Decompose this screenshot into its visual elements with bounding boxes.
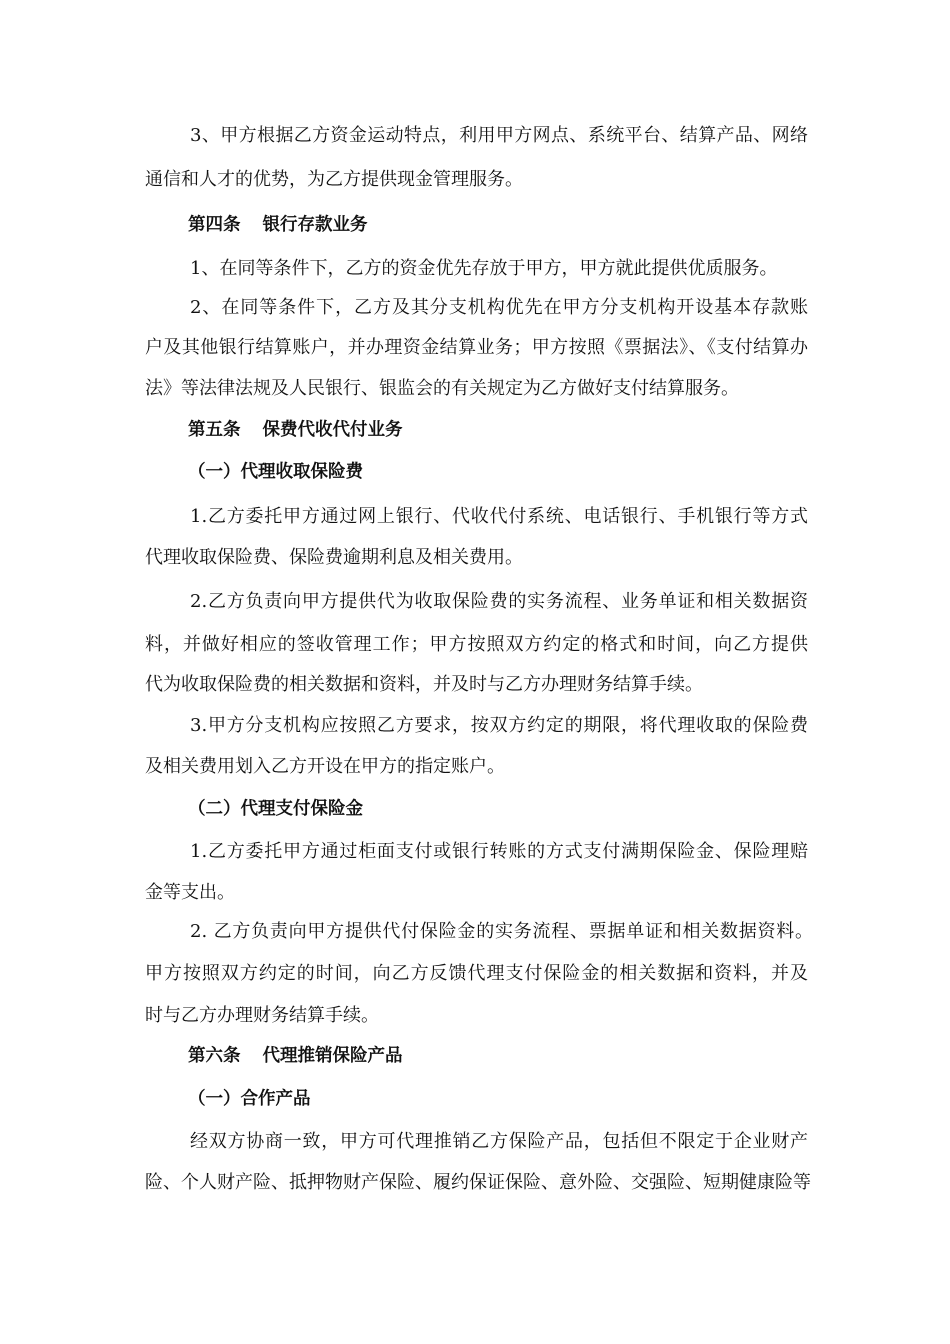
paragraph-line: 及相关费用划入乙方开设在甲方的指定账户。 bbox=[145, 756, 505, 777]
paragraph-line: 1.乙方委托甲方通过网上银行、代收代付系统、电话银行、手机银行等方式 bbox=[190, 506, 808, 527]
paragraph-line: 2.乙方负责向甲方提供代为收取保险费的实务流程、业务单证和相关数据资 bbox=[190, 591, 808, 612]
paragraph-line: 1、在同等条件下，乙方的资金优先存放于甲方，甲方就此提供优质服务。 bbox=[190, 258, 778, 279]
paragraph-line: 时与乙方办理财务结算手续。 bbox=[145, 1005, 379, 1026]
article-heading bbox=[188, 213, 368, 237]
article-title: 代理推销保险产品 bbox=[262, 1046, 403, 1066]
article-number: 第五条 bbox=[188, 420, 241, 440]
section-heading: （一）代理收取保险费 bbox=[188, 462, 363, 482]
paragraph-line: 2、在同等条件下，乙方及其分支机构优先在甲方分支机构开设基本存款账 bbox=[190, 297, 808, 318]
article-number: 第六条 bbox=[188, 1046, 241, 1066]
section-heading: （一）合作产品 bbox=[188, 1089, 311, 1109]
section-heading: （二）代理支付保险金 bbox=[188, 799, 363, 819]
paragraph-line: 法》等法律法规及人民银行、银监会的有关规定为乙方做好支付结算服务。 bbox=[145, 378, 739, 399]
article-heading bbox=[188, 418, 403, 442]
paragraph-line: 代理收取保险费、保险费逾期利息及相关费用。 bbox=[145, 547, 523, 568]
paragraph-line: 1.乙方委托甲方通过柜面支付或银行转账的方式支付满期保险金、保险理赔 bbox=[190, 841, 808, 862]
paragraph-line: 户及其他银行结算账户，并办理资金结算业务；甲方按照《票据法》、《支付结算办 bbox=[145, 337, 808, 358]
paragraph-line: 2. 乙方负责向甲方提供代付保险金的实务流程、票据单证和相关数据资料。 bbox=[190, 921, 813, 942]
article-number: 第四条 bbox=[188, 215, 241, 235]
paragraph-line: 金等支出。 bbox=[145, 882, 235, 903]
paragraph-line: 3.甲方分支机构应按照乙方要求，按双方约定的期限，将代理收取的保险费 bbox=[190, 715, 808, 736]
paragraph-line: 甲方按照双方约定的时间，向乙方反馈代理支付保险金的相关数据和资料，并及 bbox=[145, 963, 808, 984]
paragraph-line: 3、甲方根据乙方资金运动特点，利用甲方网点、系统平台、结算产品、网络 bbox=[190, 125, 808, 146]
paragraph-line: 代为收取保险费的相关数据和资料，并及时与乙方办理财务结算手续。 bbox=[145, 674, 703, 695]
paragraph-line: 料，并做好相应的签收管理工作；甲方按照双方约定的格式和时间，向乙方提供 bbox=[145, 634, 808, 655]
article-heading bbox=[188, 1044, 403, 1068]
paragraph-line: 经双方协商一致，甲方可代理推销乙方保险产品，包括但不限定于企业财产 bbox=[190, 1131, 808, 1152]
article-title: 银行存款业务 bbox=[262, 215, 368, 235]
paragraph-line: 通信和人才的优势，为乙方提供现金管理服务。 bbox=[145, 169, 523, 190]
paragraph-line: 险、个人财产险、抵押物财产保险、履约保证保险、意外险、交强险、短期健康险等 bbox=[145, 1172, 811, 1193]
article-title: 保费代收代付业务 bbox=[262, 420, 403, 440]
